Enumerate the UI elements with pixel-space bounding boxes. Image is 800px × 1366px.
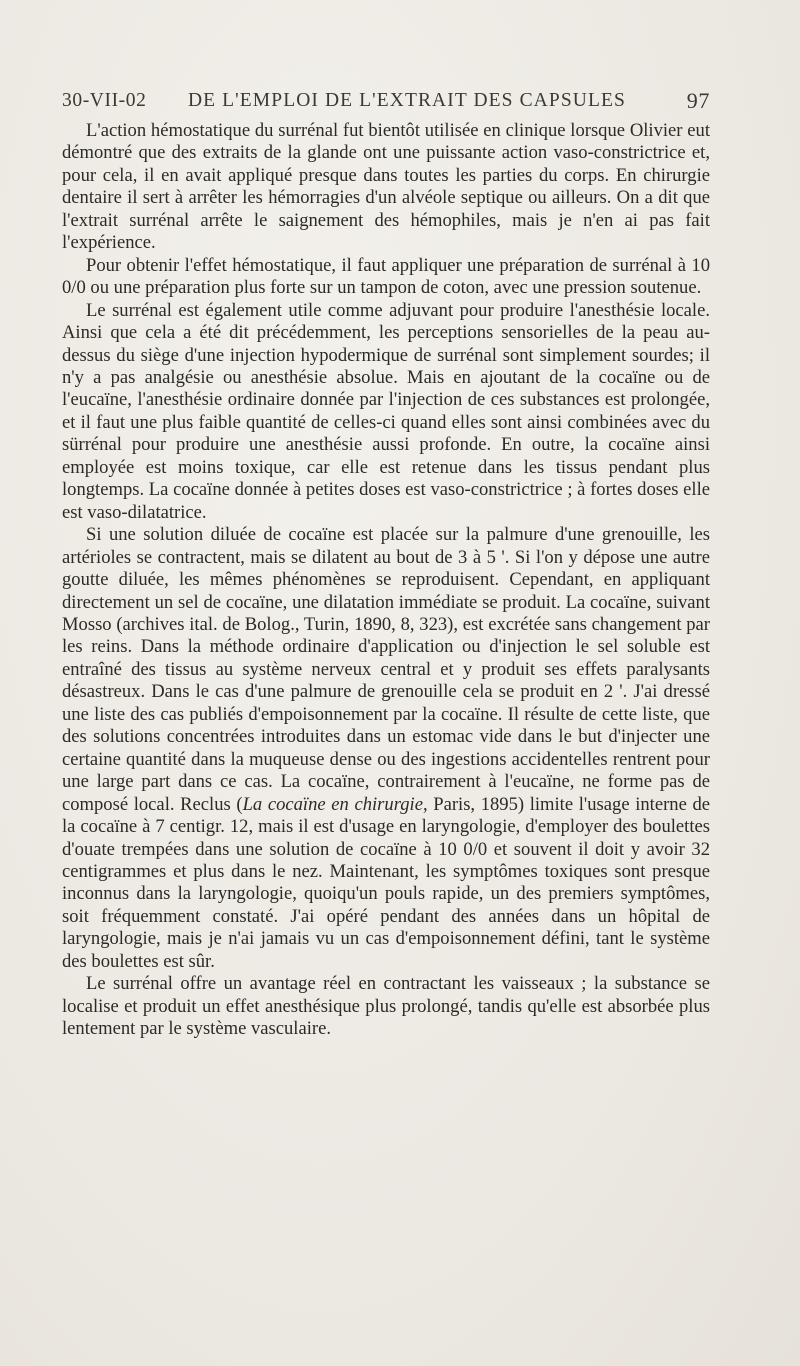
- book-page: [62, 86, 710, 1041]
- page-number: 97: [686, 88, 710, 113]
- paragraph-text-segment: , Paris, 1895) limite l'usage interne de la cocaïne à 7 centigr. 12, mais il est d'usage en laryngologie, d'employer des boulettes d'ouate trempées dans une solution de cocaïne à 10 0/0 et souvent il doit y avoir 32 centigrammes et plus dans le nez. Maintenant, les symptômes toxiques sont presque inconnus dans la laryngologie, quoiqu'un pouls rapide, un des premiers symptômes, soit fréquemment constaté. J'ai opéré pendant des années dans un hôpital de laryngologie, mais je n'ai jamais vu un cas d'empoisonnement défini, tant le système des boulettes est sûr.: [62, 793, 710, 972]
- paragraph-cocaine-frog-experiment: [62, 524, 710, 973]
- paragraph-local-anesthesia: Le surrénal est également utile comme adjuvant pour produire l'anesthésie locale. Ainsi que cela a été dit précédemment, les perceptions sensorielles de la peau au-dessus du siège d'une injection hypodermique de surrénal sont simplement sourdes; il n'y a pas analgésie ou anesthésie absolue. Mais en ajoutant de la cocaïne ou de l'eucaïne, l'anesthésie ordinaire donnée par l'injection de ces substances est prolongée, et il faut une plus faible quantité de celles-ci quand elles sont ainsi combinées avec du sürrénal pour produire une anesthésie aussi profonde. En outre, la cocaïne ainsi employée est moins toxique, car elle est retenue dans les tissus pendant plus longtemps. La cocaïne donnée à petites doses est vaso-constrictrice ; à fortes doses elle est vaso-dilatatrice.: [62, 299, 710, 523]
- paragraph-surrenal-advantage: Le surrénal offre un avantage réel en contractant les vaisseaux ; la substance se localise et produit un effet anesthésique plus prolongé, tandis qu'elle est absorbée plus lentement par le système vasculaire.: [62, 973, 710, 1040]
- paragraph-text-segment: Si une solution diluée de cocaïne est placée sur la palmure d'une grenouille, les artérioles se contractent, mais se dilatent au bout de 3 à 5 '. Si l'on y dépose une autre goutte diluée, les mêmes phénomènes se reproduisent. Cependant, en appliquant directement un sel de cocaïne, une dilatation immédiate se produit. La cocaïne, suivant Mosso (archives ital. de Bolog., Turin, 1890, 8, 323), est excrétée sans changement par les reins. Dans la méthode ordinaire d'application ou d'injection le sel soluble est entraîné des tissus au système nerveux central et y produit ses effets paralysants désastreux. Dans le cas d'une palmure de grenouille cela se produit en 2 '. J'ai dressé une liste des cas publiés d'empoisonnement par la cocaïne. Il résulte de cette liste, que des solutions concentrées introduites dans un estomac vide dans le but d'injecter une certaine quantité dans la muqueuse dense ou des ingestions accidentelles rentrent pour une large part dans ce cas. La cocaïne, contrairement à l'eucaïne, ne forme pas de composé local. Reclus (: [62, 524, 710, 815]
- body-text: [62, 120, 710, 1041]
- running-head-date: 30-VII-02: [62, 90, 147, 111]
- running-head: [62, 86, 710, 120]
- cited-work-title: La cocaïne en chirurgie: [242, 793, 423, 815]
- running-head-title: DE L'EMPLOI DE L'EXTRAIT DES CAPSULES: [188, 90, 626, 111]
- paragraph-hemostatic-action: L'action hémostatique du surrénal fut bientôt utilisée en clinique lorsque Olivier eut démontré que des extraits de la glande ont une puissante action vaso-constrictrice et, pour cela, il en avait appliqué presque dans toutes les parties du corps. En chirurgie dentaire il sert à arrêter les hémorragies d'un alvéole septique ou ailleurs. On a dit que l'extrait surrénal arrête le saignement des hémophiles, mais je n'en ai pas fait l'expérience.: [62, 120, 710, 254]
- paragraph-hemostatic-preparation: Pour obtenir l'effet hémostatique, il faut appliquer une préparation de surrénal à 10 0/0 ou une préparation plus forte sur un tampon de coton, avec une pression soutenue.: [62, 254, 710, 299]
